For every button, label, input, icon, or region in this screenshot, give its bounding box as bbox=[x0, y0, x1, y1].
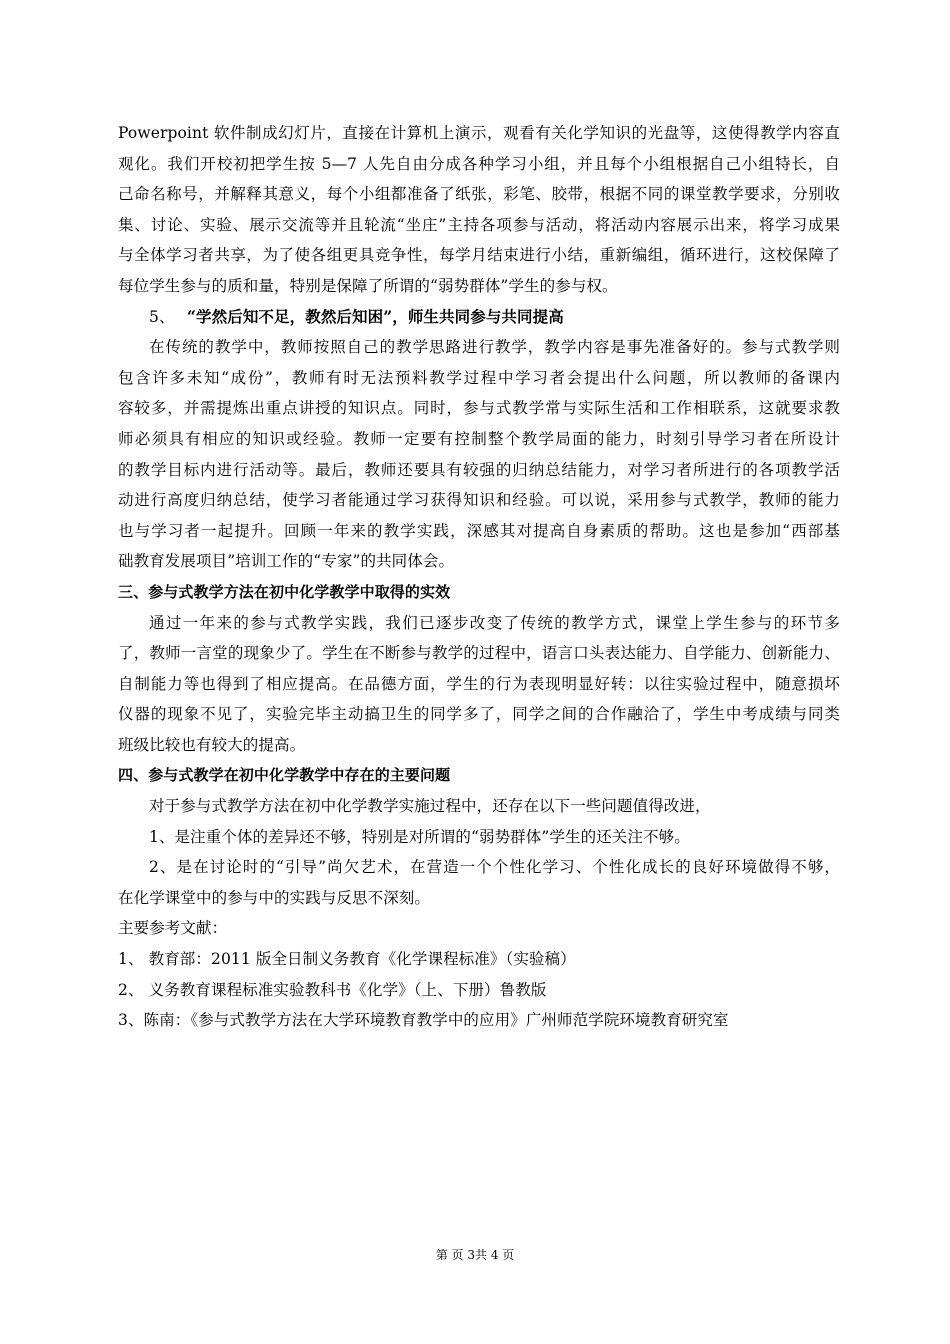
subheading-number: 5、 bbox=[149, 307, 175, 326]
paragraph-2 bbox=[118, 332, 840, 577]
text-line: 与全体学习者共享，为了使各组更具竞争性，每学月结束进行小结，重新编组，循环进行，这校保障了 bbox=[118, 246, 840, 265]
text-line: 观化。我们开校初把学生按 5—7 人先自由分成各种学习小组，并且每个小组根据自己小组特长，自 bbox=[118, 154, 840, 173]
text-line: 动进行高度归纳总结，使学习者能通过学习获得知识和经验。可以说，采用参与式教学，教师的能力 bbox=[118, 491, 840, 510]
text-line: 包含许多未知“成份”，教师有时无法预料教学过程中学习者会提出什么问题，所以教师的备课内 bbox=[118, 368, 840, 387]
reference-item: 3、陈南：《参与式教学方法在大学环境教育教学中的应用》广州师范学院环境教育研究室 bbox=[118, 1011, 729, 1030]
text-line: 了，教师一言堂的现象少了。学生在不断参与教学的过程中，语言口头表达能力、自学能力、创新能力、 bbox=[118, 644, 840, 663]
page-footer bbox=[0, 1246, 950, 1263]
section-heading-4: 四、参与式教学在初中化学教学中存在的主要问题 bbox=[118, 766, 451, 785]
text-line: 的教学目标内进行活动等。最后，教师还要具有较强的归纳总结能力，对学习者所进行的各项教学活 bbox=[118, 460, 840, 479]
section-3-body bbox=[118, 608, 840, 761]
references bbox=[118, 913, 840, 1035]
list-item: 1、是注重个体的差异还不够，特别是对所谓的“弱势群体”学生的还关注不够。 bbox=[149, 827, 690, 846]
text-line: 仪器的现象不见了，实验完毕主动搞卫生的同学多了，同学之间的合作融洽了，学生中考成绩与同类 bbox=[118, 705, 840, 724]
paragraph-1 bbox=[118, 118, 840, 302]
reference-item: 2、 义务教育课程标准实验教科书《化学》（上、下册）鲁教版 bbox=[118, 980, 547, 999]
text-line: 容较多，并需提炼出重点讲授的知识点。同时，参与式教学常与实际生活和工作相联系，这就要求教 bbox=[118, 399, 840, 418]
text-line: 每位学生参与的质和量，特别是保障了所谓的“弱势群体”学生的参与权。 bbox=[118, 276, 618, 295]
section-heading-3: 三、参与式教学方法在初中化学教学中取得的实效 bbox=[118, 582, 451, 601]
text-line: 师必须具有相应的知识或经验。教师一定要有控制整个教学局面的能力，时刻引导学习者在所设计 bbox=[118, 429, 840, 448]
reference-item: 1、 教育部：2011 版全日制义务教育《化学课程标准》（实验稿） bbox=[118, 950, 576, 969]
text-line: 在化学课堂中的参与中的实践与反思不深刻。 bbox=[118, 888, 431, 907]
references-title: 主要参考文献： bbox=[118, 919, 228, 938]
text-line: 己命名称号，并解释其意义，每个小组都准备了纸张，彩笔、胶带，根据不同的课堂教学要求，分别收 bbox=[118, 185, 840, 204]
page-number: 第 页 3共 4 页 bbox=[435, 1248, 515, 1262]
text-line: 在传统的教学中，教师按照自己的教学思路进行教学，教学内容是事先准备好的。参与式教学则 bbox=[149, 338, 840, 357]
subheading-text: “学然后知不足，教然后知困”，师生共同参与共同提高 bbox=[187, 306, 564, 326]
text-line: 对于参与式教学方法在初中化学教学实施过程中，还存在以下一些问题值得改进， bbox=[149, 797, 711, 816]
subheading-5 bbox=[118, 302, 840, 333]
text-line: Powerpoint 软件制成幻灯片，直接在计算机上演示，观看有关化学知识的光盘等，这使得教学内容直 bbox=[118, 124, 840, 142]
text-line: 自制能力等也得到了相应提高。在品德方面，学生的行为表现明显好转：以往实验过程中，随意损坏 bbox=[118, 674, 840, 693]
list-item: 2、是在讨论时的“引导”尚欠艺术，在营造一个个性化学习、个性化成长的良好环境做得不够， bbox=[149, 858, 840, 877]
text-line: 础教育发展项目”培训工作的“专家”的共同体会。 bbox=[118, 552, 455, 571]
text-line: 集、讨论、实验、展示交流等并且轮流“坐庄”主持各项参与活动，将活动内容展示出来，将学习成果 bbox=[118, 215, 840, 234]
text-line: 通过一年来的参与式教学实践，我们已逐步改变了传统的教学方式，课堂上学生参与的环节多 bbox=[149, 613, 840, 632]
text-line: 也与学习者一起提升。回顾一年来的教学实践，深感其对提高自身素质的帮助。这也是参加“西部基 bbox=[118, 521, 840, 540]
text-line: 班级比较也有较大的提高。 bbox=[118, 735, 306, 754]
section-4-body bbox=[118, 791, 840, 913]
document-body bbox=[118, 118, 840, 1036]
